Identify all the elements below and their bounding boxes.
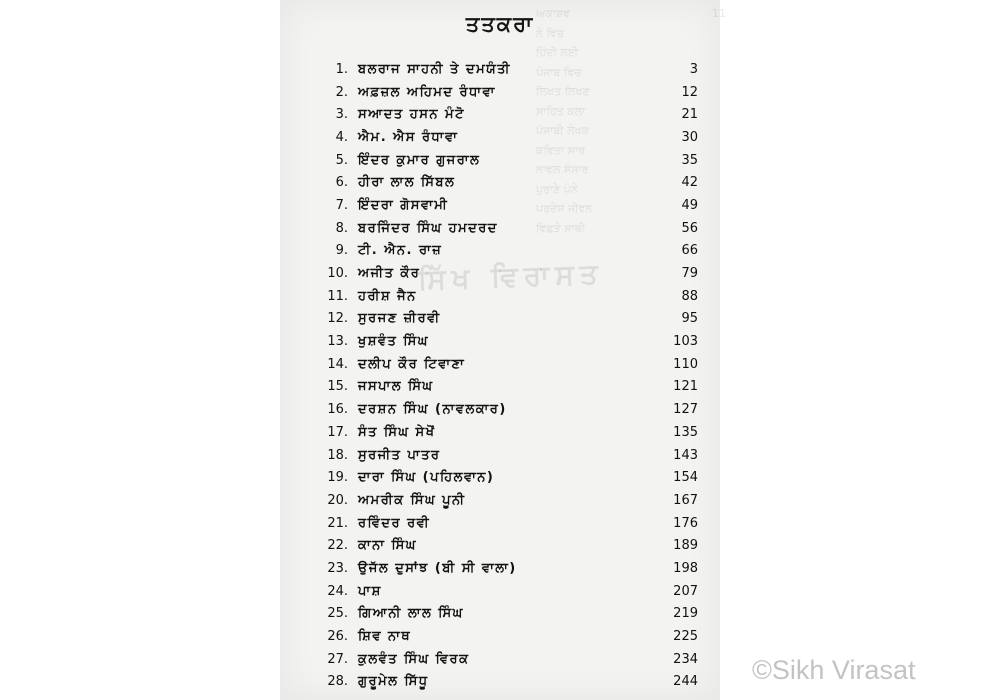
entry-page-number: 88 [681,288,698,304]
entry-page-number: 154 [673,470,698,486]
entry-number: 15. [327,379,348,395]
toc-entry [308,534,698,557]
entry-number: 14. [327,356,348,372]
toc-entry [308,240,698,263]
toc-entry [308,171,698,194]
entry-page-number: 189 [673,538,698,554]
toc-entry [308,353,698,376]
entry-title: ਉਜੱਲ ਦੁਸਾਂਝ (ਬੀ ਸੀ ਵਾਲਾ) [358,560,517,576]
entry-title: ਹਰੀਸ਼ ਜੈਨ [358,288,417,304]
entry-page-number: 21 [681,107,698,123]
entry-number: 21. [327,515,348,531]
entry-number: 17. [327,424,348,440]
entry-page-number: 176 [673,515,698,531]
entry-number: 12. [327,311,348,327]
entry-number: 26. [327,629,348,645]
entry-title: ਇੰਦਰਾ ਗੋਸਵਾਮੀ [358,197,449,213]
toc-entry [308,580,698,603]
toc-entry [308,126,698,149]
entry-number: 9. [335,243,348,259]
entry-page-number: 12 [681,84,698,100]
entry-title: ਪਾਸ਼ [358,583,382,599]
entry-page-number: 234 [673,651,698,667]
entry-page-number: 244 [673,674,698,690]
toc-entry [308,421,698,444]
toc-entry [308,603,698,626]
entry-page-number: 42 [681,175,698,191]
entry-title: ਖੁਸ਼ਵੰਤ ਸਿੰਘ [358,334,429,350]
book-page [280,0,726,700]
toc-entry [308,217,698,240]
entry-number: 10. [327,266,348,282]
toc-entry [308,376,698,399]
entry-title: ਅਜੀਤ ਕੌਰ [358,266,421,282]
entry-title: ਕੁਲਵੰਤ ਸਿੰਘ ਵਿਰਕ [358,651,470,667]
entry-title: ਐਮ. ਐਸ ਰੰਧਾਵਾ [358,129,459,145]
entry-page-number: 219 [673,606,698,622]
toc-entry [308,262,698,285]
entry-page-number: 49 [681,197,698,213]
entry-number: 22. [327,538,348,554]
entry-title: ਰਵਿੰਦਰ ਰਵੀ [358,515,431,531]
entry-number: 7. [335,197,348,213]
entry-page-number: 56 [681,220,698,236]
entry-number: 27. [327,651,348,667]
entry-number: 20. [327,492,348,508]
entry-page-number: 110 [673,356,698,372]
entry-title: ਬਲਰਾਜ ਸਾਹਨੀ ਤੇ ਦਮਯੰਤੀ [358,61,511,77]
entry-title: ਦਾਰਾ ਸਿੰਘ (ਪਹਿਲਵਾਨ) [358,470,495,486]
entry-title: ਸੰਤ ਸਿੰਘ ਸੇਖੋਂ [358,424,436,440]
entry-title: ਅਮਰੀਕ ਸਿੰਘ ਪੂਨੀ [358,492,466,508]
entry-number: 24. [327,583,348,599]
toc-entry [308,557,698,580]
table-of-contents [308,58,698,693]
toc-entry [308,671,698,694]
entry-page-number: 35 [681,152,698,168]
entry-number: 18. [327,447,348,463]
entry-page-number: 225 [673,629,698,645]
entry-number: 28. [327,674,348,690]
entry-number: 23. [327,560,348,576]
entry-page-number: 103 [673,334,698,350]
entry-page-number: 135 [673,424,698,440]
entry-page-number: 127 [673,402,698,418]
toc-entry [308,512,698,535]
toc-entry [308,489,698,512]
entry-title: ਦਲੀਪ ਕੌਰ ਟਿਵਾਣਾ [358,356,466,372]
toc-entry [308,330,698,353]
entry-title: ਟੀ. ਐਨ. ਰਾਜ਼ [358,243,443,259]
entry-number: 8. [335,220,348,236]
entry-page-number: 3 [689,61,698,77]
entry-page-number: 198 [673,560,698,576]
entry-title: ਜਸਪਾਲ ਸਿੰਘ [358,379,434,395]
toc-entry [308,103,698,126]
entry-number: 25. [327,606,348,622]
toc-entry [308,466,698,489]
entry-title: ਸੁਰਜੀਤ ਪਾਤਰ [358,447,441,463]
entry-page-number: 79 [681,266,698,282]
entry-title: ਸ਼ਿਵ ਨਾਥ [358,629,412,645]
entry-number: 1. [335,61,348,77]
entry-title: ਸੁਰਜਣ ਜ਼ੀਰਵੀ [358,311,441,327]
toc-entry [308,81,698,104]
entry-page-number: 167 [673,492,698,508]
toc-entry [308,308,698,331]
entry-number: 2. [335,84,348,100]
toc-entry [308,444,698,467]
entry-page-number: 30 [681,129,698,145]
entry-title: ਦਰਸ਼ਨ ਸਿੰਘ (ਨਾਵਲਕਾਰ) [358,402,507,418]
entry-page-number: 207 [673,583,698,599]
entry-page-number: 95 [681,311,698,327]
toc-entry [308,149,698,172]
toc-entry [308,398,698,421]
entry-number: 16. [327,402,348,418]
entry-page-number: 121 [673,379,698,395]
entry-number: 3. [335,107,348,123]
entry-title: ਕਾਨਾ ਸਿੰਘ [358,538,417,554]
toc-entry [308,648,698,671]
entry-number: 19. [327,470,348,486]
watermark-copyright: ©Sikh Virasat [752,655,916,685]
entry-title: ਅਫ਼ਜ਼ਲ ਅਹਿਮਦ ਰੰਧਾਵਾ [358,84,496,100]
entry-title: ਸਆਦਤ ਹਸਨ ਮੰਟੋ [358,107,465,123]
entry-number: 11. [327,288,348,304]
page-title: ਤਤਕਰਾ [465,12,535,36]
entry-page-number: 143 [673,447,698,463]
entry-title: ਬਰਜਿੰਦਰ ਸਿੰਘ ਹਮਦਰਦ [358,220,498,236]
entry-page-number: 66 [681,243,698,259]
entry-number: 4. [335,129,348,145]
toc-entry [308,194,698,217]
toc-entry [308,625,698,648]
entry-number: 13. [327,334,348,350]
toc-entry [308,285,698,308]
toc-entry [308,58,698,81]
entry-title: ਗਿਆਨੀ ਲਾਲ ਸਿੰਘ [358,606,464,622]
entry-title: ਗੁਰੂਮੇਲ ਸਿੱਧੂ [358,674,429,690]
bleed-through-text: ਅਕਾਸ਼ਵ 11 ਨੇ ਵਿਚ ਹਿੰਦੀ ਲਈ ਪੰਜਾਬ ਵਿਚ ਲਿਖਤ ਲਿਖਣ ਸਾਹਿਤ ਕਲਾ ਪੰਜਾਬੀ ਲੇਖਕ ਕਵਿਤਾ ਸਾਰ ਨਾਵਲ ਸੰਸਾਰ ਪੁਰਾਣੇ ਪੰਨੇ ਪਰਦੇਸ ਜੀਵਨ ਵਿਛੜੇ ਸਾਥੀ [536,7,726,235]
entry-number: 6. [335,175,348,191]
entry-number: 5. [335,152,348,168]
entry-title: ਹੀਰਾ ਲਾਲ ਸਿੱਬਲ [358,175,456,191]
watermark-center: ਸਿੱਖ ਵਿਰਾਸਤ [417,256,605,297]
entry-title: ਇੰਦਰ ਕੁਮਾਰ ਗੁਜਰਾਲ [358,152,481,168]
